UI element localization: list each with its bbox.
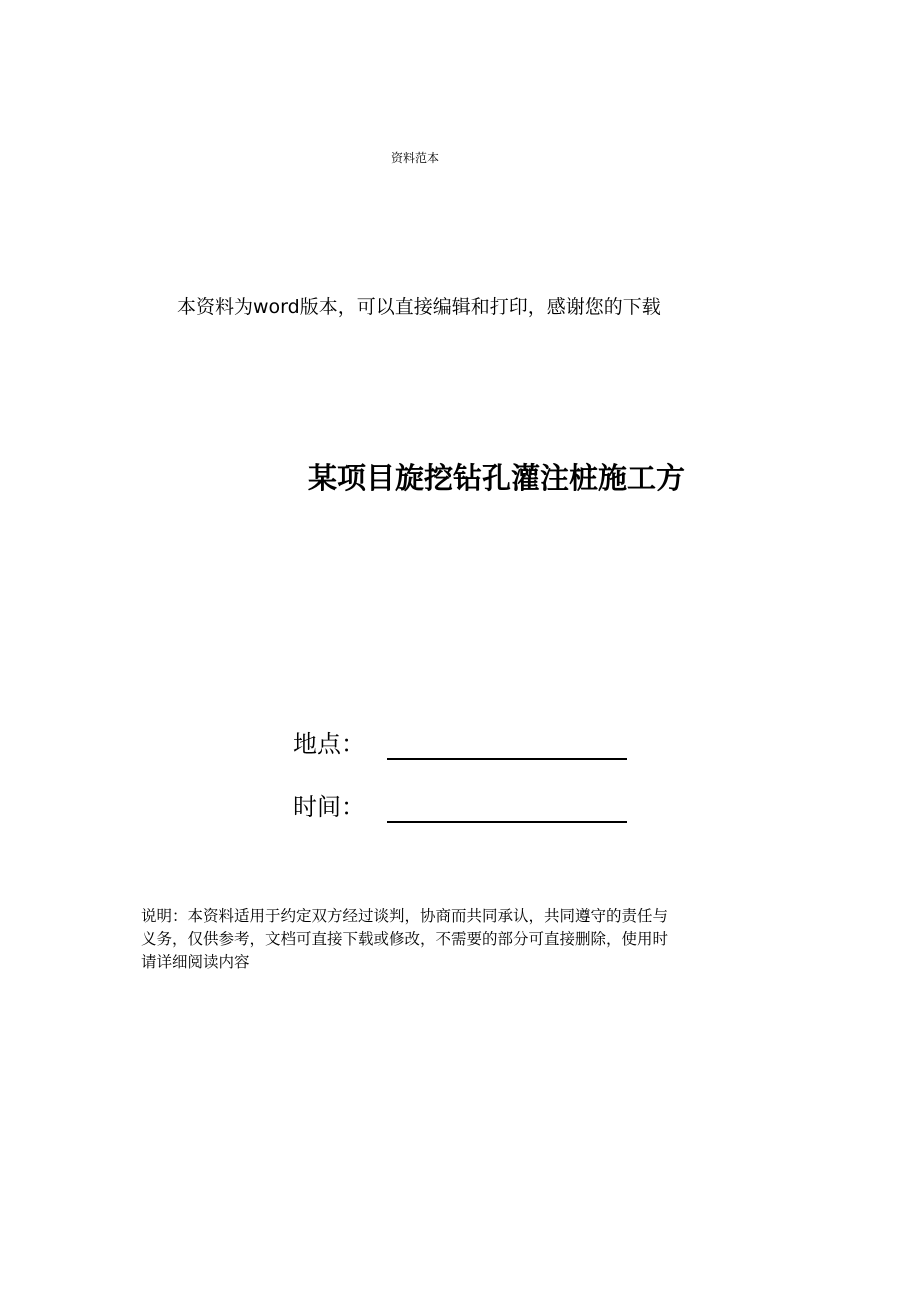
- time-blank-line: [387, 821, 627, 823]
- document-title: 某项目旋挖钻孔灌注桩施工方: [308, 461, 686, 495]
- location-label: 地点：: [293, 730, 365, 758]
- page-header: 资料范本: [391, 151, 440, 165]
- time-label: 时间：: [293, 793, 365, 821]
- location-blank-line: [387, 758, 627, 760]
- location-field: [293, 728, 387, 760]
- download-notice: 本资料为word版本，可以直接编辑和打印，感谢您的下载: [177, 296, 661, 318]
- time-field: [293, 791, 387, 823]
- usage-note: 说明：本资料适用于约定双方经过谈判，协商而共同承认，共同遵守的责任与 义务，仅供参考，文档可直接下载或修改，不需要的部分可直接删除，使用时 请详细阅读内容: [141, 907, 669, 971]
